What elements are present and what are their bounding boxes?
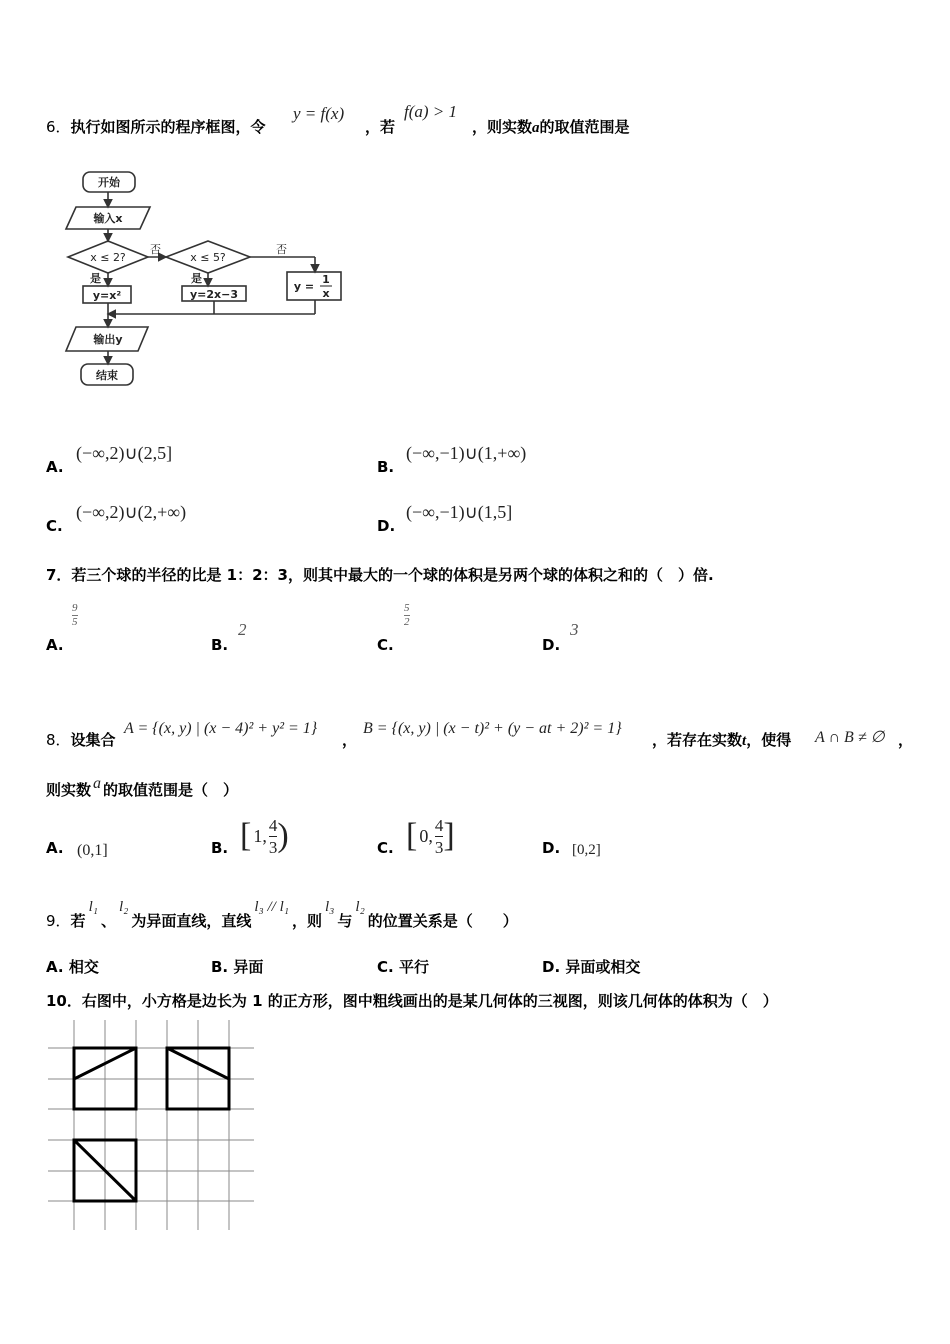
q6-option-b-value: (−∞,−1)∪(1,+∞) <box>406 443 527 463</box>
q8-stem-start <box>46 729 116 750</box>
q7-option-a-label[interactable]: A. <box>46 636 64 654</box>
q8-line2-b: 的取值范围是（ ） <box>103 781 239 799</box>
q8-line2 <box>46 775 239 800</box>
q6-option-d-value: (−∞,−1)∪(1,5] <box>406 502 513 522</box>
q8-text1: 设集合 <box>70 731 116 749</box>
flow-box3-den: x <box>322 287 330 300</box>
q8-option-b-lbracket: [ <box>240 817 252 854</box>
flow-box2-label: y=2x−3 <box>189 288 239 301</box>
q7-option-a-den: 5 <box>72 616 78 628</box>
flow-output-label: 输出y <box>93 333 123 346</box>
q8-option-d-value: [0,2] <box>572 842 601 858</box>
q7-option-c-label[interactable]: C. <box>377 636 394 654</box>
q8-option-a-value: (0,1] <box>77 842 108 859</box>
q10-stem: 10．右图中，小方格是边长为 1 的正方形，图中粗线画出的是某几何体的三视图，则该几何体的体积为（ ） <box>46 992 778 1010</box>
q6-text2: ，则实数 <box>472 118 533 136</box>
q8-option-b-den: 3 <box>268 837 278 857</box>
q9-l1: l₁ <box>88 899 98 915</box>
q8-condition: A ∩ B ≠ ∅ <box>815 729 885 746</box>
q9-option-c-value: 平行 <box>398 958 429 976</box>
q8-var-a: a <box>93 775 102 792</box>
q9-option-b-value: 异面 <box>233 958 264 976</box>
q9-t6: 的位置关系是（ ） <box>367 912 518 930</box>
q8-option-c-fraction <box>435 817 444 856</box>
q8-option-d-label[interactable]: D. <box>542 839 561 857</box>
q6-var-a: a <box>532 120 540 136</box>
q6-comma: ，若 <box>365 118 396 136</box>
q8-sep: ， <box>342 731 358 749</box>
q7-stem: 7．若三个球的半径的比是 1：2：3，则其中最大的一个球的体积是另两个球的体积之和的（ ）倍. <box>46 566 714 584</box>
q6-option-d-label[interactable]: D. <box>377 517 396 535</box>
flow-cond1-label: x ≤ 2? <box>90 251 126 264</box>
q9-option-b[interactable] <box>211 956 263 977</box>
q8-option-c-den: 3 <box>434 837 444 857</box>
flow-cond2-label: x ≤ 5? <box>190 251 226 264</box>
q9-option-a-value: 相交 <box>68 958 99 976</box>
q7-option-d-label[interactable]: D. <box>542 636 561 654</box>
flow-yes1-label: 是 <box>90 272 101 285</box>
flow-end-label: 结束 <box>96 369 118 382</box>
q6-option-a-label[interactable]: A. <box>46 458 64 476</box>
q8-option-c-num: 4 <box>434 815 444 835</box>
q9-option-c-label: C. <box>377 958 394 976</box>
q9-t4: ，则 <box>291 912 322 930</box>
flow-input-label: 输入x <box>93 212 123 225</box>
q6-expr-fa: f(a) > 1 <box>404 102 458 121</box>
q8-option-b-left: 1, <box>253 825 267 846</box>
q9-option-b-label: B. <box>211 958 229 976</box>
q6-expr-y-fx: y = f(x) <box>293 104 345 123</box>
q6-text1: 执行如图所示的程序框图，令 <box>70 118 266 136</box>
q8-set-a: A = {(x, y) | (x − 4)² + y² = 1} <box>124 720 318 737</box>
q8-option-c-left: 0, <box>419 825 433 846</box>
q9-t2: 、 <box>100 912 116 930</box>
q9-option-d[interactable] <box>542 956 640 977</box>
q9-option-a[interactable] <box>46 956 99 977</box>
q8-text2: ，若存在实数 <box>652 731 743 749</box>
flow-yes2-label: 是 <box>191 272 202 285</box>
q9-l2: l₂ <box>118 899 129 915</box>
q9-stem <box>46 899 518 931</box>
q8-text3: ，使得 <box>746 731 792 749</box>
q7-option-d-value: 3 <box>570 620 579 639</box>
q9-number: 9． <box>46 912 71 930</box>
q6-text2-wrap <box>472 116 630 137</box>
q8-option-c-value <box>406 810 455 862</box>
q6-option-b-label[interactable]: B. <box>377 458 395 476</box>
q7-option-b-value: 2 <box>238 620 247 639</box>
q6-number: 6． <box>46 118 71 136</box>
flow-no2-label: 否 <box>276 243 287 256</box>
q9-option-d-value: 异面或相交 <box>565 958 641 976</box>
q8-option-c-lbracket: [ <box>406 817 418 854</box>
q8-option-b-label[interactable]: B. <box>211 839 229 857</box>
q8-option-c-rbracket: ] <box>443 817 455 854</box>
q9-option-c[interactable] <box>377 956 429 977</box>
q8-text4: ， <box>898 731 914 749</box>
q7-option-c-fraction <box>404 603 410 628</box>
q9-option-a-label: A. <box>46 958 64 976</box>
q9-t5: 与 <box>337 912 353 930</box>
q8-option-b-rparen: ) <box>277 817 289 854</box>
q7-option-c-num: 5 <box>404 602 410 614</box>
q10-grid-lines <box>48 1020 254 1230</box>
q6-option-a-value: (−∞,2)∪(2,5] <box>76 443 173 463</box>
q9-t1: 若 <box>70 912 86 930</box>
q9-t3: 为异面直线，直线 <box>131 912 252 930</box>
q10-three-view-grid <box>48 1020 258 1232</box>
q8-option-c-label[interactable]: C. <box>377 839 394 857</box>
flow-box1-label: y=x² <box>92 289 122 302</box>
q8-option-b-fraction <box>269 817 278 856</box>
q9-l2b: l₂ <box>355 899 365 915</box>
flow-no1-label: 否 <box>150 243 161 256</box>
q6-option-c-value: (−∞,2)∪(2,+∞) <box>76 502 187 522</box>
q8-stem-mid <box>652 729 791 750</box>
q9-rel: l₃ // l₁ <box>254 899 289 915</box>
flow-box3-num: 1 <box>322 273 330 286</box>
q6-flowchart <box>60 165 360 405</box>
q8-option-b-num: 4 <box>268 815 278 835</box>
q7-option-c-den: 2 <box>404 616 410 628</box>
q7-option-b-label[interactable]: B. <box>211 636 229 654</box>
q7-option-a-num: 9 <box>72 602 78 614</box>
q7-option-a-fraction <box>72 603 78 628</box>
flow-box3-lhs: y = <box>293 280 315 293</box>
q6-option-c-label[interactable]: C. <box>46 517 63 535</box>
q8-number: 8． <box>46 731 71 749</box>
q8-option-a-label[interactable]: A. <box>46 839 64 857</box>
q9-option-d-label: D. <box>542 958 561 976</box>
q8-var-t: t <box>742 733 747 749</box>
q6-text3: 的取值范围是 <box>539 118 630 136</box>
q6-stem <box>46 116 266 137</box>
q9-l3: l₃ <box>325 899 335 915</box>
q8-option-b-value <box>240 810 289 862</box>
q8-set-b: B = {(x, y) | (x − t)² + (y − at + 2)² = 1} <box>363 720 622 737</box>
q8-line2-a: 则实数 <box>46 781 92 799</box>
flow-start-label: 开始 <box>98 176 120 189</box>
